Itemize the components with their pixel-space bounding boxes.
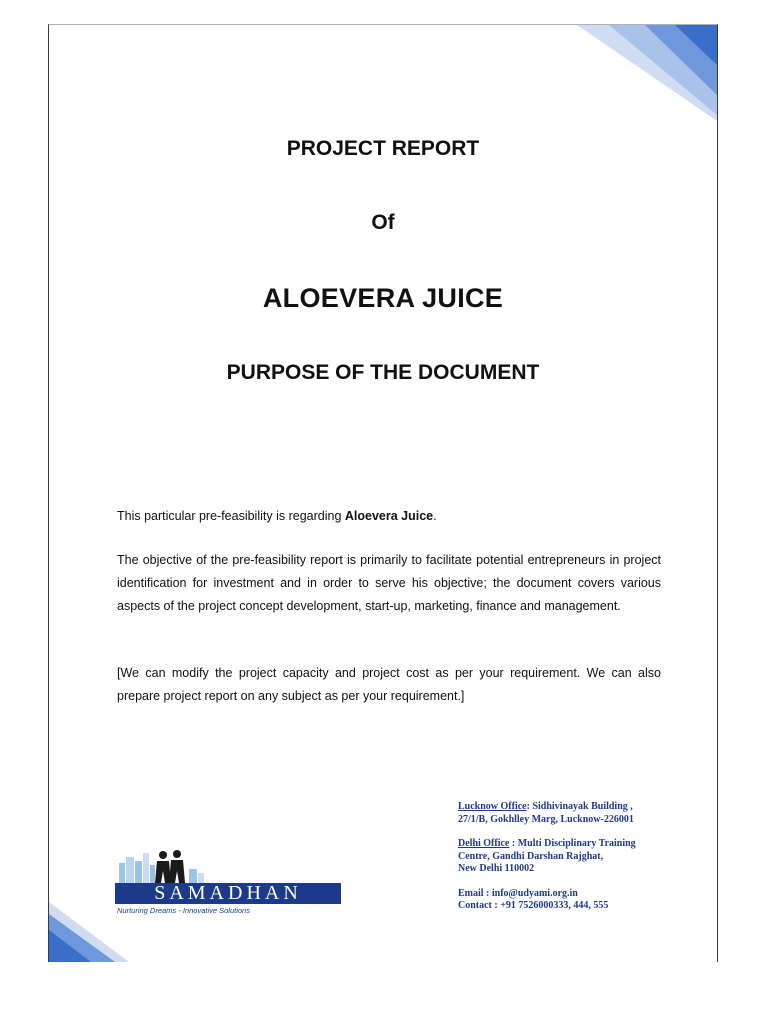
delhi-address-line3: New Delhi 110002 [458,863,535,874]
document-page [48,24,718,962]
product-title: ALOEVERA JUICE [262,283,504,313]
contact-block [458,801,688,913]
intro-paragraph [117,505,661,528]
delhi-address-line1: : Multi Disciplinary Training [509,838,636,849]
intro-text: This particular pre-feasibility is regarding [117,509,345,523]
report-heading: PROJECT REPORT [286,137,480,160]
phone-line: Contact : +91 7526000333, 444, 555 [458,900,609,911]
corner-decoration-top [577,25,717,121]
lucknow-office [458,801,688,826]
objective-paragraph: The objective of the pre-feasibility report is primarily to facilitate potential entrepreneurs in project identification for investment and in order to serve his objective; the document covers various aspects of the project concept development, start-up, marketing, finance and management. [117,553,661,613]
delhi-office-label: Delhi Office [458,838,510,849]
delhi-office [458,838,688,876]
lucknow-address-line1: : Sidhivinayak Building , [526,801,633,812]
lucknow-office-label: Lucknow Office [458,801,527,812]
logo-tagline: Nurturing Dreams - Innovative Solutions [117,906,250,915]
of-heading: Of [371,211,395,234]
delhi-address-line2: Centre, Gandhi Darshan Rajghat, [458,850,604,862]
logo-wordmark: SAMADHAN [115,883,341,904]
logo-figures-icon [115,849,275,883]
intro-product-name: Aloevera Juice [344,509,434,523]
intro-suffix: . [433,509,437,523]
email-line: Email : info@udyami.org.in [458,887,578,899]
lucknow-address-line2: 27/1/B, Gokhlley Marg, Lucknow-226001 [458,813,634,825]
purpose-heading: PURPOSE OF THE DOCUMENT [226,361,540,384]
note-paragraph: [We can modify the project capacity and project cost as per your requirement. We can also prepare project report on any subject as per your requirement.] [117,666,661,703]
contact-details [458,888,688,913]
